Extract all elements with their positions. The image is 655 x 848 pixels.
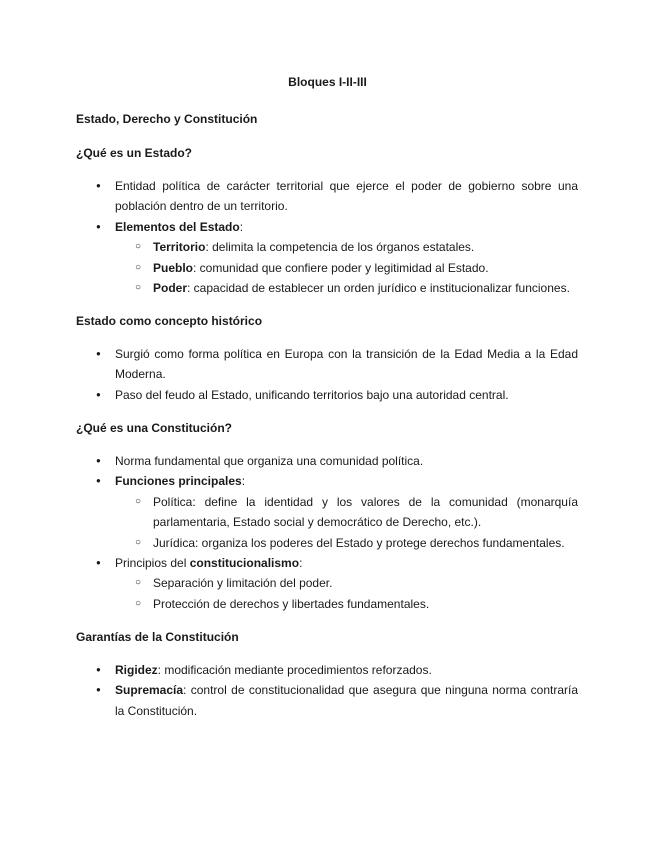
- list-item: ● Rigidez: modificación mediante procedimientos reforzados.: [76, 660, 578, 680]
- list-item: [76, 176, 578, 217]
- term: Rigidez: [115, 663, 158, 677]
- term: Supremacía: [115, 683, 184, 698]
- list-item: ● Surgió como forma política en Europa con la transición de la Edad Media a la Edad Moderna.: [76, 344, 578, 385]
- list-item: ● Principios del constitucionalismo: ○ Separación y limitación del poder. ○ Protección de derechos y libertades fundamentales.: [76, 553, 578, 614]
- item-text: Entidad política de carácter territorial que ejerce el poder de gobierno sobre una población dentro de un territorio.: [115, 179, 578, 214]
- list-garantias: [76, 660, 578, 721]
- term: Territorio: [153, 240, 206, 255]
- list-item: ● Elementos del Estado: ○ Territorio: delimita la competencia de los órganos estatales. ○ Pueblo: comunidad que confiere poder y legitimidad al Estado. ○ Poder: capacidad de establecer un orden jurídico e institucionalizar funciones.: [76, 217, 578, 299]
- list-item: ● Supremacía: control de constitucionalidad que asegura que ninguna norma contraría la Constitución.: [76, 680, 578, 721]
- sublist-item: ○ Separación y limitación del poder.: [115, 573, 578, 593]
- sublist-item: ○ Pueblo: comunidad que confiere poder y legitimidad al Estado.: [115, 258, 578, 278]
- sublist-item: ○ Política: define la identidad y los valores de la comunidad (monarquía parlamentaria, Estado social y democrático de Derecho, etc.).: [115, 492, 578, 533]
- heading-garantias: Garantías de la Constitución: [76, 630, 239, 644]
- sublist-item: ○ Poder: capacidad de establecer un orden jurídico e institucionalizar funciones.: [115, 278, 578, 298]
- term: Poder: [153, 281, 188, 296]
- sublist-elementos: [115, 237, 578, 298]
- list-historico: [76, 344, 578, 405]
- heading-que-es-estado: ¿Qué es un Estado?: [76, 146, 193, 160]
- list-estado: [76, 176, 578, 298]
- list-item: ● Paso del feudo al Estado, unificando territorios bajo una autoridad central.: [76, 385, 578, 405]
- document-title: Bloques I-II-III: [288, 75, 367, 89]
- list-constitucion: [76, 451, 578, 614]
- item-label: Funciones principales: [115, 474, 242, 489]
- sublist-item: ○ Jurídica: organiza los poderes del Estado y protege derechos fundamentales.: [115, 533, 578, 553]
- sublist-principios: [115, 573, 578, 614]
- list-item: ● Funciones principales: ○ Política: define la identidad y los valores de la comunidad (monarquía parlamentaria, Estado social y democrático de Derecho, etc.). ○ Jurídica: organiza los poderes del Estado y protege derechos fundamentales.: [76, 471, 578, 553]
- section-heading-main: Estado, Derecho y Constitución: [76, 112, 258, 126]
- term: Pueblo: [153, 260, 194, 275]
- sublist-item: ○ Territorio: delimita la competencia de los órganos estatales.: [115, 237, 578, 257]
- sublist-funciones: [115, 492, 578, 553]
- sublist-item: ○ Protección de derechos y libertades fundamentales.: [115, 594, 578, 614]
- list-item: ● Norma fundamental que organiza una comunidad política.: [76, 451, 578, 471]
- heading-que-es-constitucion: ¿Qué es una Constitución?: [76, 421, 233, 435]
- heading-historico: Estado como concepto histórico: [76, 314, 263, 328]
- item-label: Elementos del Estado: [115, 219, 240, 234]
